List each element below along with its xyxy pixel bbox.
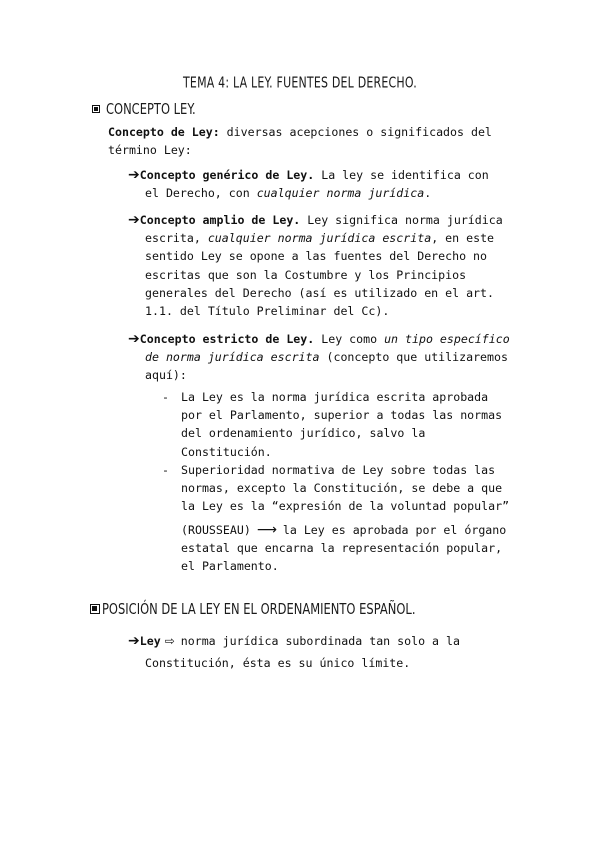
concepto-amplio-item	[128, 211, 503, 320]
sub-bullet-line: La Ley es la norma jurídica escrita aprobada	[181, 390, 489, 404]
item-text: Ley como	[314, 332, 385, 346]
intro-bold-term: Concepto de Ley:	[108, 125, 220, 139]
item-bold-term: Ley	[139, 634, 161, 648]
item-text: el Derecho, con	[145, 186, 257, 201]
sub-bullet-line: Superioridad normativa de Ley sobre todas las	[181, 463, 496, 477]
dash-bullet: -	[162, 463, 169, 477]
section-concepto-ley-heading	[92, 99, 196, 119]
item-bold-term: Concepto amplio de Ley.	[139, 213, 301, 227]
item-italic-text: de norma jurídica escrita	[145, 350, 320, 365]
sub-bullet-1	[162, 388, 503, 461]
right-arrow-icon: ➔	[128, 167, 140, 183]
intro-paragraph	[108, 123, 492, 159]
document-title: TEMA 4: LA LEY. FUENTES DEL DERECHO.	[183, 74, 417, 92]
intro-text-line2: término Ley:	[108, 143, 192, 158]
sub-bullet-line: estatal que encarna la representación popular,	[181, 540, 503, 555]
sub-bullet-line: por el Parlamento, superior a todas las normas	[181, 408, 503, 423]
sub-bullet-line: Constitución.	[181, 444, 272, 459]
checkbox-bullet-icon	[92, 105, 100, 113]
right-arrow-icon: ➔	[128, 212, 140, 228]
concepto-generico-item	[128, 166, 489, 202]
concepto-estricto-item	[128, 330, 510, 385]
item-italic-text: cualquier norma jurídica escrita	[207, 231, 432, 246]
checkbox-bullet-icon	[90, 604, 100, 614]
sub-bullet-text: (ROUSSEAU)	[181, 522, 251, 537]
item-text-line: escritas que son la Costumbre y los Principios	[145, 267, 467, 282]
item-text: , en este	[431, 231, 495, 246]
item-text: escrita,	[145, 231, 208, 246]
item-text: norma jurídica subordinada tan solo a la	[180, 634, 460, 648]
right-arrow-icon: ➔	[128, 633, 140, 649]
item-bold-term: Concepto genérico de Ley.	[139, 168, 315, 182]
ley-subordinada-item	[128, 632, 460, 672]
long-right-arrow-icon: ⟶	[256, 521, 277, 538]
sub-bullet-line: la Ley es la “expresión de la voluntad popular”	[181, 499, 510, 514]
intro-text: diversas acepciones o significados del	[219, 125, 492, 139]
item-text: .	[424, 186, 432, 201]
item-italic-text: cualquier norma jurídica	[256, 186, 425, 201]
sub-bullet-line: el Parlamento.	[181, 559, 279, 574]
open-right-arrow-icon: ⇨	[164, 634, 175, 648]
item-italic-text: un tipo específico	[384, 332, 510, 346]
item-text: La ley se identifica con	[314, 168, 489, 182]
section-heading-text: POSICIÓN DE LA LEY EN EL ORDENAMIENTO ESPAÑOL.	[102, 599, 416, 619]
sub-bullet-line: del ordenamiento jurídico, salvo la	[181, 426, 426, 441]
sub-bullet-2	[162, 461, 510, 575]
right-arrow-icon: ➔	[128, 331, 140, 347]
item-text-line: aquí):	[145, 368, 187, 383]
item-text: Ley significa norma jurídica	[300, 213, 503, 227]
sub-bullet-text: la Ley es aprobada por el órgano	[282, 522, 507, 537]
item-text-line: sentido Ley se opone a las fuentes del Derecho no	[145, 249, 488, 264]
item-text-line: 1.1. del Título Preliminar del Cc).	[145, 304, 390, 319]
section-heading-text: CONCEPTO LEY.	[106, 99, 196, 119]
dash-bullet: -	[162, 390, 169, 404]
item-text-line: generales del Derecho (así es utilizado en el art.	[145, 285, 495, 300]
item-bold-term: Concepto estricto de Ley.	[139, 332, 315, 346]
sub-bullet-line: normas, excepto la Constitución, se debe a que	[181, 481, 503, 496]
item-text-line: Constitución, ésta es su único límite.	[145, 656, 411, 671]
section-posicion-ley-heading	[90, 599, 416, 619]
item-text: (concepto que utilizaremos	[319, 350, 508, 365]
